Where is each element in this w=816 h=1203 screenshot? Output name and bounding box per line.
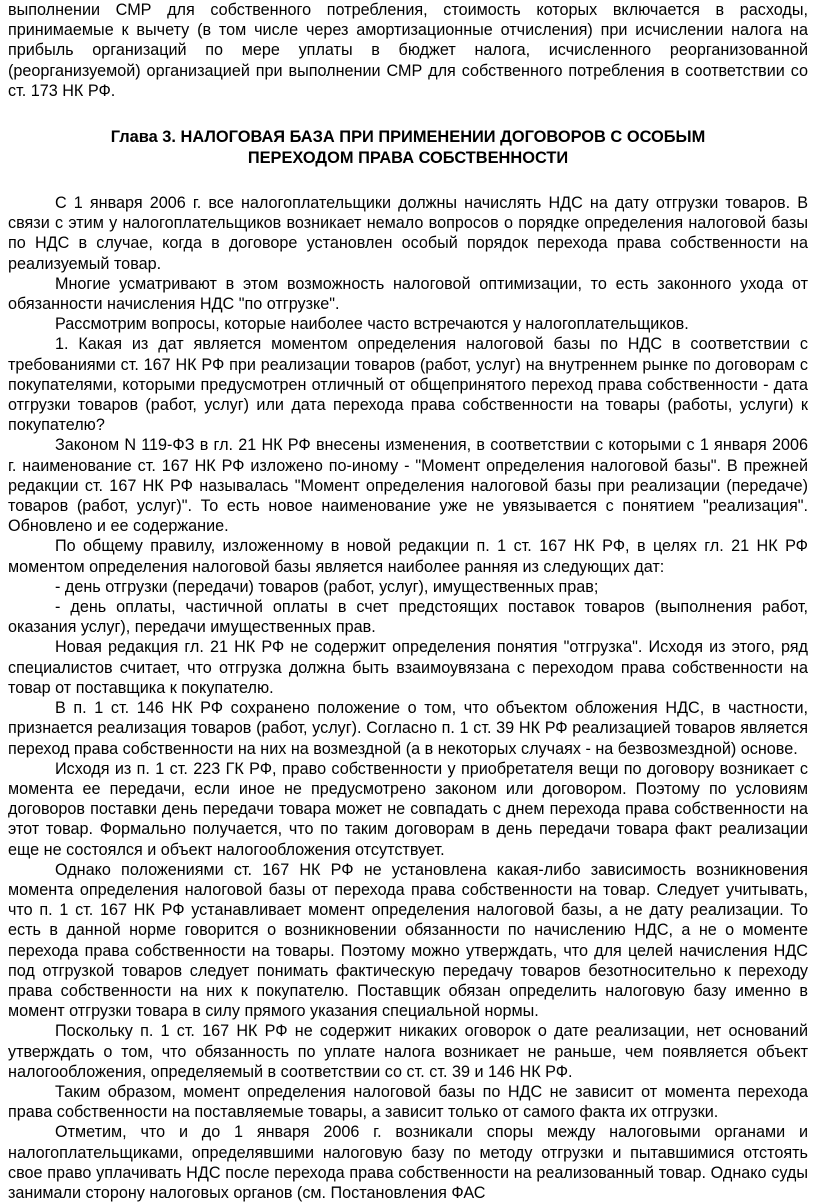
paragraph-5: Законом N 119-ФЗ в гл. 21 НК РФ внесены изменения, в соответствии с которыми с 1 января 2006 г. наименование ст. 167 НК РФ изложено по-иному - "Момент определения налоговой базы". В прежней редакции ст. 167 НК РФ называлась "Момент определения налоговой базы при реализации (передаче) товаров (работ, услуг)". То есть новое наименование уже не увязывается с понятием "реализация". Обновлено и ее содержание. (8, 436, 808, 536)
list-item-2: - день оплаты, частичной оплаты в счет предстоящих поставок товаров (выполнения работ, оказания услуг), передачи имущественных прав. (8, 598, 808, 637)
paragraph-12: Таким образом, момент определения налоговой базы по НДС не зависит от момента перехода права собственности на поставляемые товары, а зависит только от самого факта их отгрузки. (8, 1082, 808, 1122)
paragraph-10: Однако положениями ст. 167 НК РФ не установлена какая-либо зависимость возникновения момента определения налоговой базы от перехода права собственности на товар. Следует учитывать, что п. 1 ст. 167 НК РФ устанавливает момент определения налоговой базы, а не дату реализации. То есть в данной норме говорится о возникновении обязанности по начислению НДС, а не о моменте перехода права собственности на товары. Поэтому можно утверждать, что для целей начисления НДС под отгрузкой товаров следует понимать фактическую передачу товаров безотносительно к переходу права собственности на них к покупателю. Поставщик обязан определить налоговую базу именно в момент отгрузки товара в силу прямого указания специальной нормы. (8, 860, 808, 1021)
chapter-heading (8, 127, 808, 168)
paragraph-1: С 1 января 2006 г. все налогоплательщики должны начислять НДС на дату отгрузки товаров. В связи с этим у налогоплательщиков возникает немало вопросов о порядке определения налоговой базы по НДС в случае, когда в договоре установлен особый порядок перехода права собственности на реализуемый товар. (8, 194, 808, 273)
paragraph-2: Многие усматривают в этом возможность налоговой оптимизации, то есть законного ухода от обязанности начисления НДС "по отгрузке". (8, 274, 808, 314)
paragraph-9: Исходя из п. 1 ст. 223 ГК РФ, право собственности у приобретателя вещи по договору возникает с момента ее передачи, если иное не предусмотрено законом или договором. Поэтому по условиям договоров поставки день передачи товара может не совпадать с днем перехода права собственности на этот товар. Формально получается, что по таким договорам в день передачи товара факт реализации еще не состоялся и объект налогообложения отсутствует. (8, 759, 808, 859)
paragraph-8: В п. 1 ст. 146 НК РФ сохранено положение о том, что объектом обложения НДС, в частности, признается реализация товаров (работ, услуг). Согласно п. 1 ст. 39 НК РФ реализацией товаров является переход права собственности на них на возмездной (а в некоторых случаях - на безвозмездной) основе. (8, 699, 808, 758)
chapter-title-line-2: ПЕРЕХОДОМ ПРАВА СОБСТВЕННОСТИ (247, 148, 569, 167)
paragraph-13: Отметим, что и до 1 января 2006 г. возникали споры между налоговыми органами и налогоплательщиками, определявшими налоговую базу по методу отгрузки и пытавшимися отстоять свое право уплачивать НДС после перехода права собственности на реализованный товар. Однако суды занимали сторону налоговых органов (см. Постановления ФАС (8, 1123, 808, 1202)
paragraph-6: По общему правилу, изложенному в новой редакции п. 1 ст. 167 НК РФ, в целях гл. 21 НК РФ моментом определения налоговой базы является наиболее ранняя из следующих дат: (8, 537, 808, 576)
chapter-title-line-1: Глава 3. НАЛОГОВАЯ БАЗА ПРИ ПРИМЕНЕНИИ ДОГОВОРОВ С ОСОБЫМ (110, 128, 706, 147)
paragraph-11: Поскольку п. 1 ст. 167 НК РФ не содержит никаких оговорок о дате реализации, нет оснований утверждать о том, что обязанность по уплате налога возникает не раньше, чем появляется объект налогообложения, определяемый в соответствии со ст. ст. 39 и 146 НК РФ. (8, 1022, 808, 1081)
paragraph-4: 1. Какая из дат является моментом определения налоговой базы по НДС в соответствии с требованиями ст. 167 НК РФ при реализации товаров (работ, услуг) на внутреннем рынке по договорам с покупателями, которыми предусмотрен отличный от общепринятого переход права собственности - дата отгрузки товаров (работ, услуг) или дата перехода права собственности на товары (работы, услуги) к покупателю? (8, 335, 808, 435)
paragraph-3: Рассмотрим вопросы, которые наиболее часто встречаются у налогоплательщиков. (55, 315, 689, 334)
paragraph-7: Новая редакция гл. 21 НК РФ не содержит определения понятия "отгрузка". Исходя из этого, ряд специалистов считает, что отгрузка должна быть взаимоувязана с переходом права собственности на товар от поставщика к покупателю. (8, 638, 808, 697)
intro-paragraph: выполнении СМР для собственного потребления, стоимость которых включается в расходы, принимаемые к вычету (в том числе через амортизационные отчисления) при исчислении налога на прибыль организаций по мере уплаты в бюджет налога, исчисленного реорганизованной (реорганизуемой) организацией при выполнении СМР для собственного потребления в соответствии со ст. 173 НК РФ. (8, 1, 808, 100)
document-page (8, 0, 808, 1203)
list-item-1: - день отгрузки (передачи) товаров (работ, услуг), имущественных прав; (55, 577, 599, 596)
